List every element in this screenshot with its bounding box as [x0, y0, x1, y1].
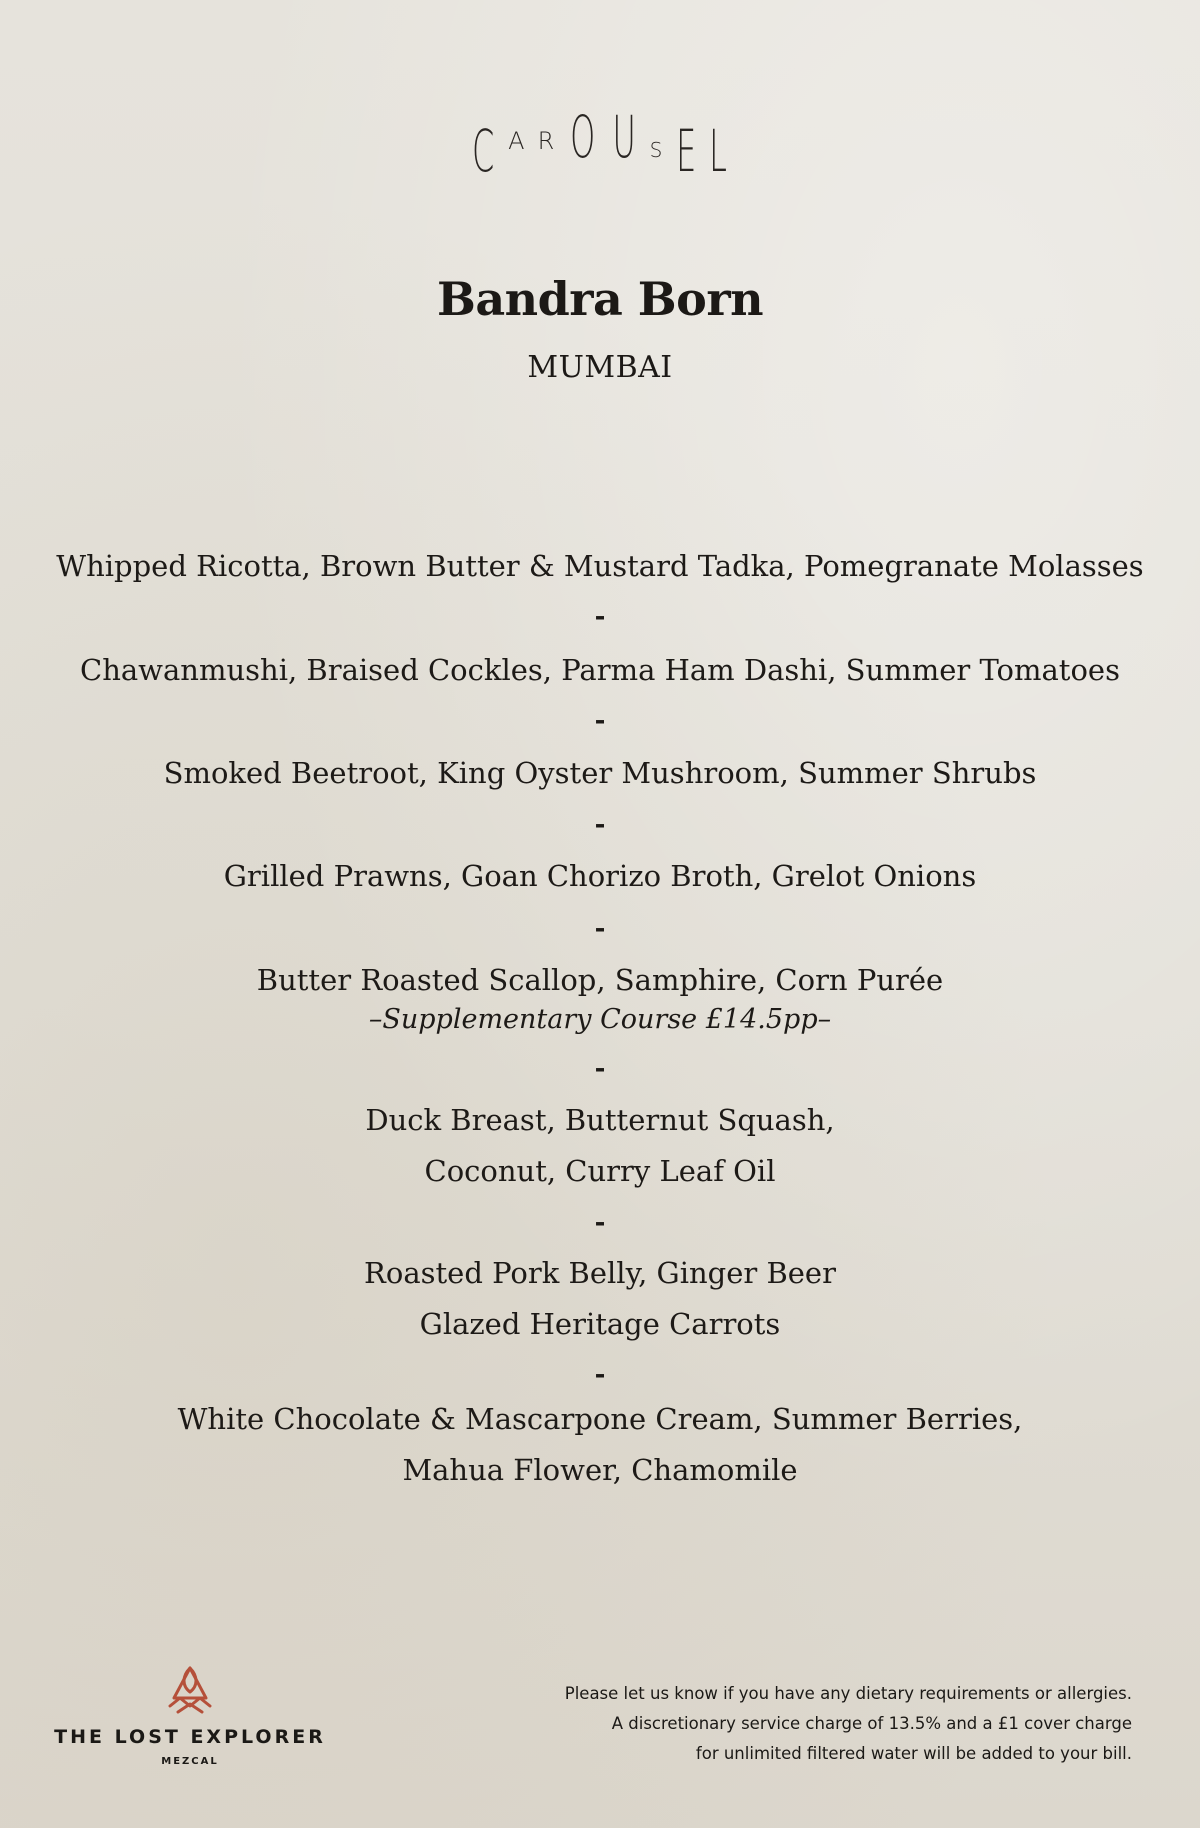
note-line: for unlimited filtered water will be added to your bill.: [695, 1744, 1132, 1763]
course-line: Chawanmushi, Braised Cockles, Parma Ham Dashi, Summer Tomatoes: [80, 653, 1120, 687]
logo-letter: L: [709, 117, 730, 185]
menu-title: Bandra Born: [436, 272, 764, 326]
course-separator: -: [594, 706, 606, 736]
logo-letter: S: [649, 138, 667, 162]
brand-name: THE LOST EXPLORER: [54, 1726, 326, 1748]
logo-letter: U: [612, 103, 639, 171]
footer-notes: [512, 1679, 1132, 1769]
course-line: Duck Breast, Butternut Squash,: [365, 1103, 835, 1137]
course-separator: -: [594, 1360, 606, 1390]
menu-subtitle: MUMBAI: [527, 350, 673, 385]
brand-subtitle: MEZCAL: [161, 1756, 219, 1767]
course-line: Coconut, Curry Leaf Oil: [424, 1154, 776, 1188]
course-separator: -: [594, 1054, 606, 1084]
course-line: Roasted Pork Belly, Ginger Beer: [364, 1256, 836, 1290]
logo-letter: E: [676, 117, 699, 185]
logo-letter: O: [570, 103, 598, 171]
course-separator: -: [594, 914, 606, 944]
note-line: A discretionary service charge of 13.5% and a £1 cover charge: [611, 1714, 1132, 1733]
course-line: Grilled Prawns, Goan Chorizo Broth, Grelot Onions: [223, 859, 977, 893]
course-separator: -: [594, 602, 606, 632]
course-line: Mahua Flower, Chamomile: [402, 1453, 798, 1487]
course-line: Butter Roasted Scallop, Samphire, Corn Purée: [256, 963, 944, 997]
course-line: White Chocolate & Mascarpone Cream, Summer Berries,: [177, 1402, 1023, 1436]
logo-letter: C: [472, 117, 497, 185]
supplementary-note: –Supplementary Course £14.5pp–: [368, 1004, 832, 1035]
course-line: Smoked Beetroot, King Oyster Mushroom, Summer Shrubs: [163, 756, 1037, 790]
logo-letter: R: [537, 127, 559, 155]
sponsor-brand: [40, 1662, 340, 1767]
agave-mountain-icon: [166, 1662, 214, 1716]
carousel-logo: [0, 103, 1200, 185]
note-line: Please let us know if you have any dietary requirements or allergies.: [564, 1684, 1132, 1703]
course-line: Glazed Heritage Carrots: [419, 1307, 781, 1341]
course-separator: -: [594, 810, 606, 840]
course-line: Whipped Ricotta, Brown Butter & Mustard Tadka, Pomegranate Molasses: [56, 549, 1144, 583]
course-separator: -: [594, 1208, 606, 1238]
logo-letter: A: [508, 127, 529, 155]
